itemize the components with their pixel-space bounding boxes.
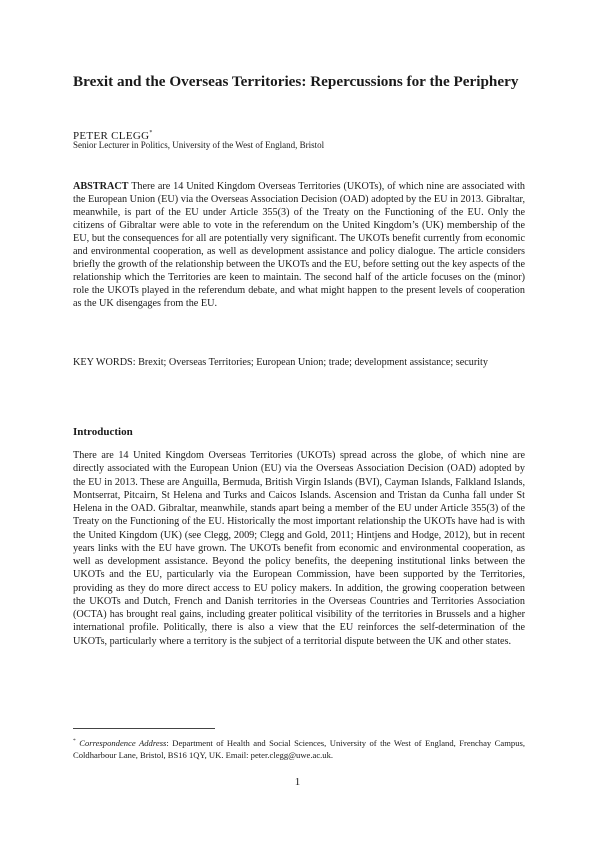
footnote-marker: * xyxy=(73,738,76,744)
author-footnote-marker: * xyxy=(149,130,153,136)
article-title: Brexit and the Overseas Territories: Repercussions for the Periphery xyxy=(73,73,519,90)
page-number: 1 xyxy=(294,776,301,788)
introduction-paragraph: There are 14 United Kingdom Overseas Territories (UKOTs) spread across the globe, of which nine are directly associated with the European Union (EU) via the Overseas Association Decision (OAD) adopted by the EU in 2013. These are Anguilla, Bermuda, British Virgin Islands (BVI), Cayman Islands, Falkland Islands, Montserrat, Pitcairn, St Helena and Turks and Caicos Islands. Ascension and Tristan da Cunha fall under St Helena in the OAD. Gibraltar, meanwhile, stands apart being a member of the EU under Article 355(3) of the Treaty on the Functioning of the EU. Historically the most important relationship the UKOTs have had is with the United Kingdom (UK) (see Clegg, 2009; Clegg and Gold, 2011; Hintjens and Hodge, 2012), but in recent years links with the EU have grown. The UKOTs benefit from economic and environmental cooperation, as well as development assistance. Beyond the policy benefits, the deepening institutional links between the UKOTs and the EU, particularly via the European Commission, have been supported by the Territories, providing as they do more direct access to EU policy makers. In addition, the growing cooperation between the UKOTs and Dutch, French and Danish territories in the Overseas Countries and Territories Association (OCTA) has brought real gains, including greater political visibility of the territories in Brussels and a higher international profile. Politically, there is also a view that the EU reinforces the self-determination of the UKOTs, particularly where a territory is the subject of a territorial dispute between the UK and other states. xyxy=(73,450,525,647)
abstract-text: There are 14 United Kingdom Overseas Territories (UKOTs), of which nine are associated with the European Union (EU) via the Overseas Association Decision (OAD) adopted by the EU in 2013. Gibraltar, meanwhile, is part of the EU under Article 355(3) of the Treaty on the Functioning of the EU. Only the citizens of Gibraltar were able to vote in the referendum on the United Kingdom’s (UK) membership of the EU, but the consequences for all are potentially very significant. The UKOTs benefit currently from economic and environmental cooperation, as well as development assistance and policy dialogue. The article considers briefly the growth of the relationship between the UKOTs and the EU, before setting out the key aspects of the relationship which the Territories are keen to maintain. The second half of the article focuses on the (minor) role the UKOTs played in the referendum debate, and what might happen to the present levels of cooperation as the UK disengages from the EU. xyxy=(73,181,525,309)
abstract xyxy=(73,180,525,310)
author-name-text: PETER CLEGG xyxy=(73,130,150,142)
footnote xyxy=(73,735,525,761)
abstract-label: ABSTRACT xyxy=(73,181,129,192)
section-heading-introduction: Introduction xyxy=(73,426,133,438)
keywords: KEY WORDS: Brexit; Overseas Territories; European Union; trade; development assistance; security xyxy=(73,357,488,368)
footnote-divider xyxy=(73,728,215,729)
footnote-text: : Department of Health and Social Sciences, University of the West of England, Frenchay Campus, Coldharbour Lane, Bristol, BS16 1QY, UK. Email: peter.clegg@uwe.ac.uk. xyxy=(73,738,525,760)
author-affiliation: Senior Lecturer in Politics, University of the West of England, Bristol xyxy=(73,140,325,150)
footnote-label: Correspondence Address xyxy=(79,738,167,748)
